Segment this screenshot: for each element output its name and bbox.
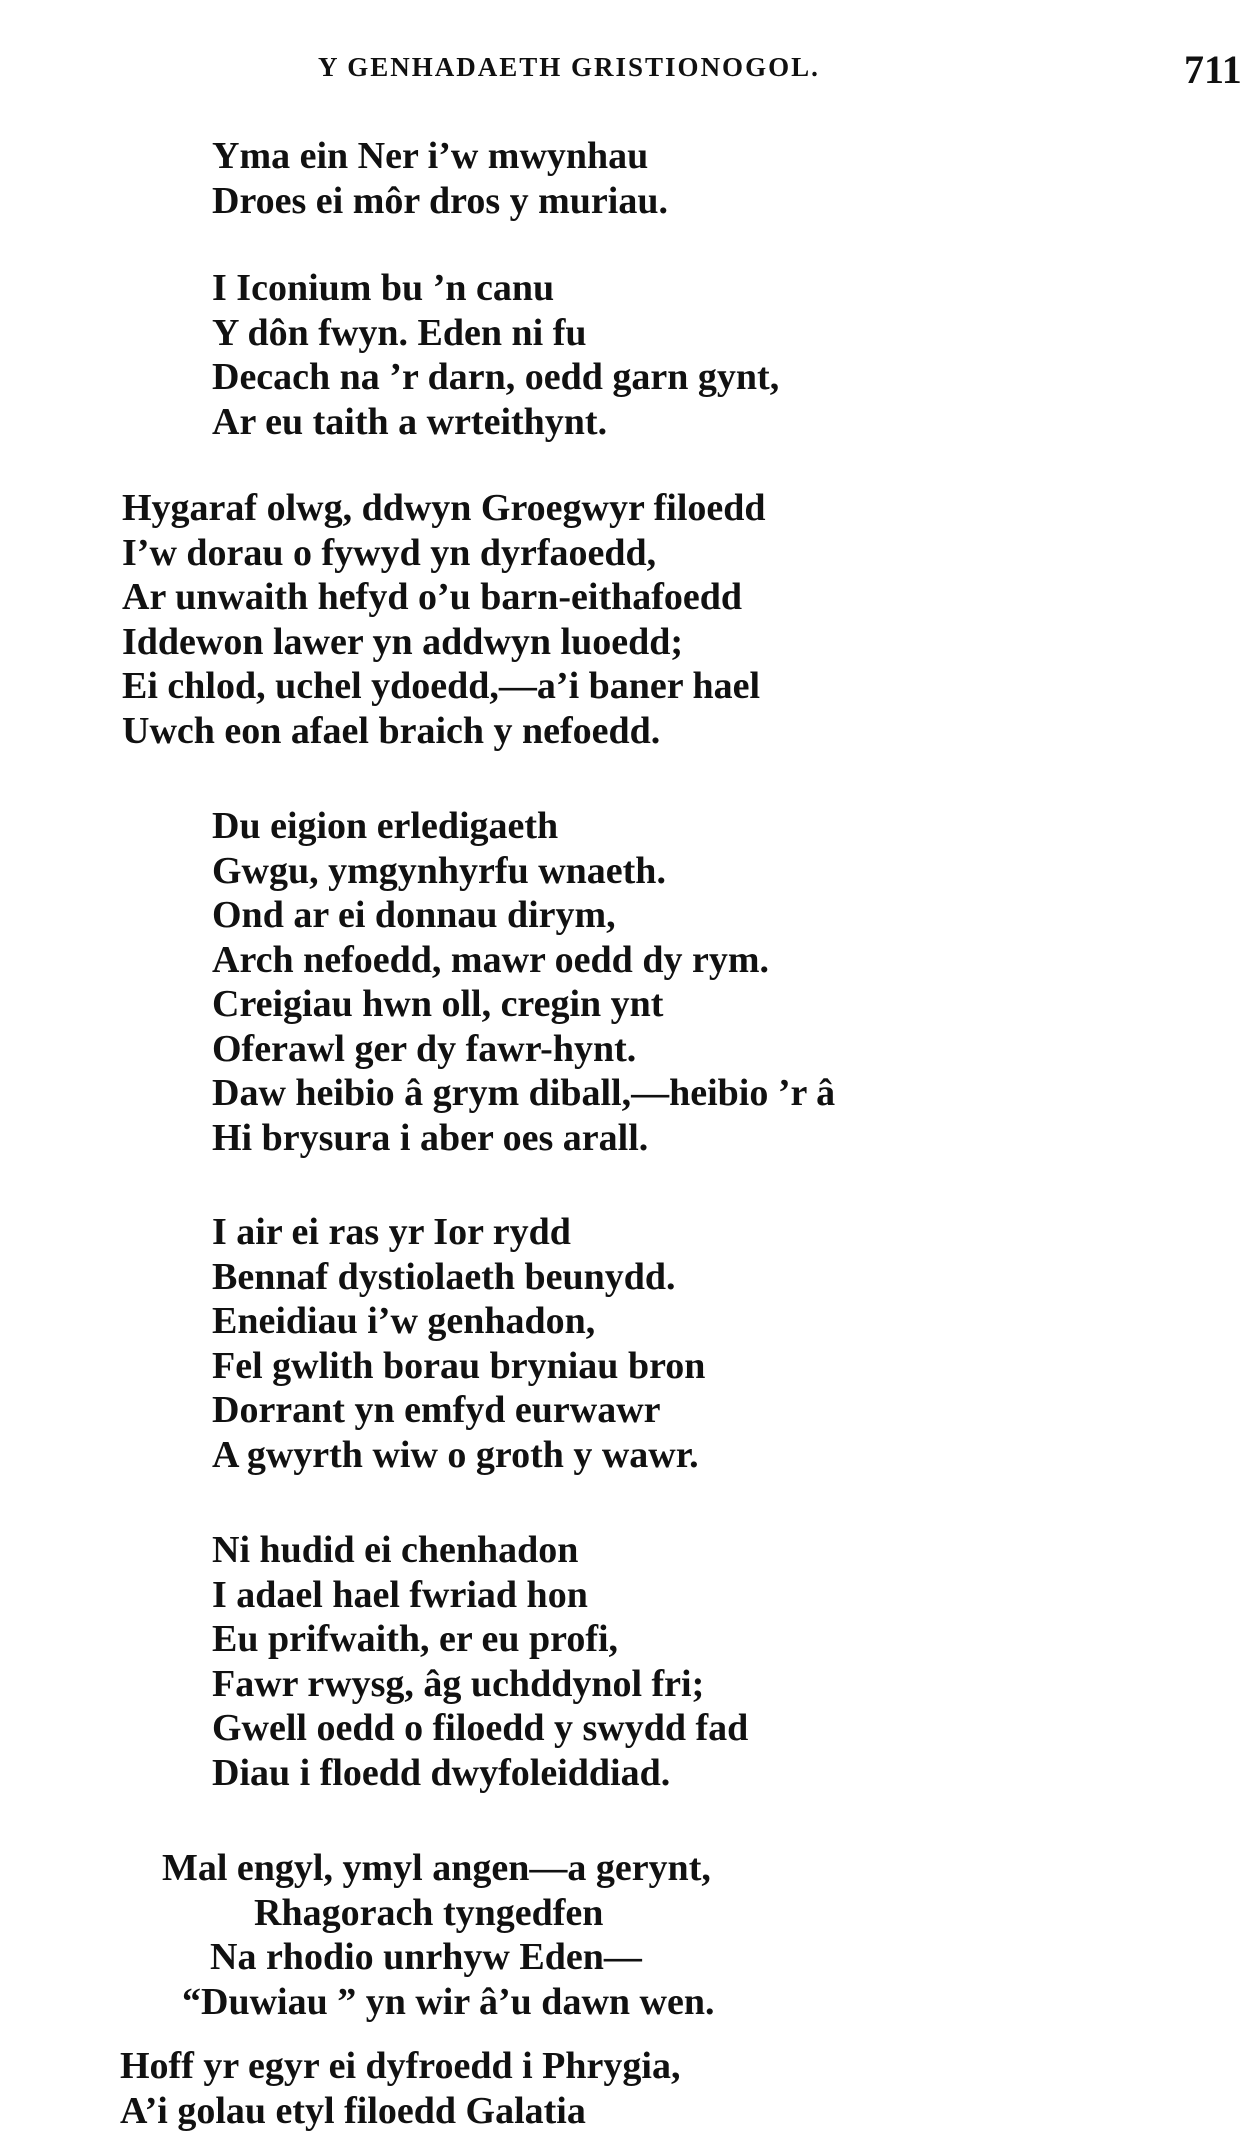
verse-line: Ond ar ei donnau dirym, xyxy=(212,894,616,936)
verse-line: Gwell oedd o filoedd y swydd fad xyxy=(212,1707,749,1749)
verse-line: Y dôn fwyn. Eden ni fu xyxy=(212,311,587,354)
verse-line: I’w dorau o fywyd yn dyrfaoedd, xyxy=(122,531,657,574)
verse-line: I air ei ras yr Ior rydd xyxy=(212,1211,571,1253)
verse-line: I Iconium bu ’n canu xyxy=(212,267,555,309)
verse-line: Droes ei môr dros y muriau. xyxy=(212,179,668,222)
page-number: 711 xyxy=(1184,47,1242,92)
verse-line: A’i golau etyl filoedd Galatia xyxy=(120,2089,586,2132)
verse-line: Fel gwlith borau bryniau bron xyxy=(212,1344,706,1387)
verse-line: Yma ein Ner i’w mwynhau xyxy=(212,135,649,177)
stanza-8 xyxy=(120,2044,680,2133)
verse-line: Creigiau hwn oll, cregin ynt xyxy=(212,983,664,1025)
stanza-5 xyxy=(212,1210,705,1477)
stanza-2 xyxy=(212,266,779,444)
verse-line: Gwgu, ymgynhyrfu wnaeth. xyxy=(212,849,666,892)
verse-line: Rhagorach tyngedfen xyxy=(254,1891,604,1934)
verse-line: Iddewon lawer yn addwyn luoedd; xyxy=(122,620,684,663)
verse-line: Diau i floedd dwyfoleiddiad. xyxy=(212,1751,671,1794)
verse-line: Hi brysura i aber oes arall. xyxy=(212,1116,649,1159)
verse-line: Eneidiau i’w genhadon, xyxy=(212,1300,596,1342)
verse-line: Ar eu taith a wrteithynt. xyxy=(212,400,608,443)
verse-line: A gwyrth wiw o groth y wawr. xyxy=(212,1433,699,1476)
stanza-7 xyxy=(162,1846,714,2024)
stanza-6 xyxy=(212,1528,748,1795)
verse-line: Ei chlod, uchel ydoedd,—a’i baner hael xyxy=(122,665,761,707)
verse-line: Mal engyl, ymyl angen—a gerynt, xyxy=(162,1847,711,1889)
verse-line: Dorrant yn emfyd eurwawr xyxy=(212,1389,661,1431)
verse-line: Arch nefoedd, mawr oedd dy rym. xyxy=(212,938,769,981)
verse-line: Daw heibio â grym diball,—heibio ’r â xyxy=(212,1072,836,1114)
verse-line: “Duwiau ” yn wir â’u dawn wen. xyxy=(182,1980,715,2023)
verse-line: Fawr rwysg, âg uchddynol fri; xyxy=(212,1662,705,1705)
stanza-4 xyxy=(212,804,835,1160)
verse-line: Na rhodio unrhyw Eden— xyxy=(210,1936,642,1978)
verse-line: I adael hael fwriad hon xyxy=(212,1573,588,1616)
verse-line: Oferawl ger dy fawr-hynt. xyxy=(212,1027,637,1070)
verse-line: Bennaf dystiolaeth beunydd. xyxy=(212,1255,676,1298)
verse-line: Du eigion erledigaeth xyxy=(212,805,559,847)
verse-line: Eu prifwaith, er eu profi, xyxy=(212,1618,619,1660)
verse-line: Uwch eon afael braich y nefoedd. xyxy=(122,709,661,752)
running-head xyxy=(0,47,1256,96)
verse-line: Hygaraf olwg, ddwyn Groegwyr filoedd xyxy=(122,487,766,529)
verse-line: Decach na ’r darn, oedd garn gynt, xyxy=(212,356,780,398)
verse-line: Ar unwaith hefyd o’u barn-eithafoedd xyxy=(122,576,743,618)
verse-line: Hoff yr egyr ei dyfroedd i Phrygia, xyxy=(120,2045,681,2087)
stanza-3 xyxy=(122,486,766,753)
stanza-1 xyxy=(212,134,668,223)
running-title: Y GENHADAETH GRISTIONOGOL. xyxy=(318,52,820,82)
verse-line: Ni hudid ei chenhadon xyxy=(212,1529,579,1571)
